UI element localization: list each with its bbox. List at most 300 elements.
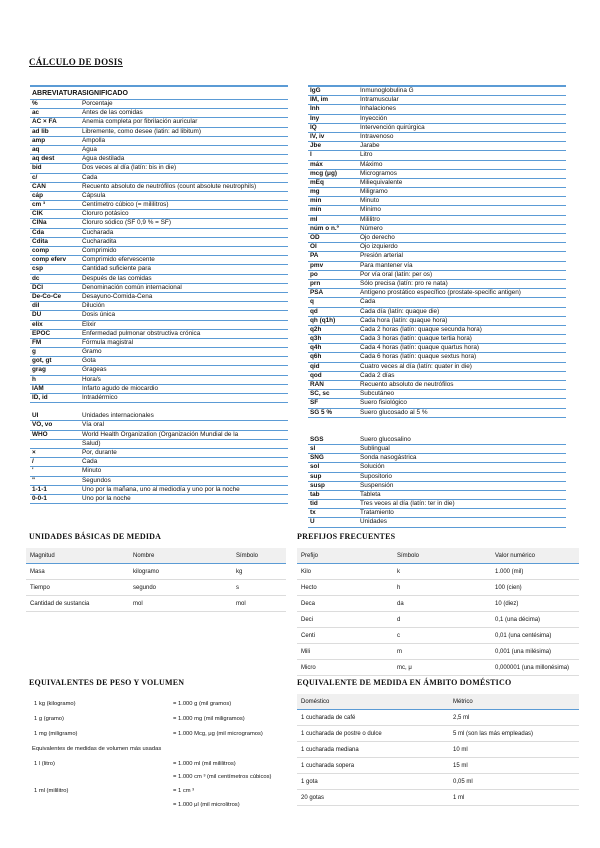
abbreviation-meaning: Gramo — [82, 348, 102, 356]
abbreviation-row — [30, 321, 288, 330]
abbreviation-row — [30, 412, 288, 421]
abbreviation-code: mín — [310, 206, 322, 214]
abbreviation-row — [308, 115, 566, 124]
units-row-cell: Tiempo — [26, 580, 129, 596]
abbreviation-meaning: Supositorio — [360, 472, 392, 480]
abbreviation-meaning: Gota — [82, 357, 96, 365]
abbreviation-code: sup — [310, 472, 322, 480]
abbreviation-row — [308, 234, 566, 243]
abbreviation-row — [30, 210, 288, 219]
abbreviation-meaning: Cada 2 horas (latín: quaque secunda hora) — [360, 325, 482, 333]
abbreviation-meaning: Intradérmico — [82, 394, 118, 401]
domestic-row — [297, 726, 579, 742]
prefix-row-cell: c — [393, 628, 491, 644]
abbreviation-code: / — [32, 458, 34, 466]
abbreviation-code: q4h — [310, 344, 322, 352]
abbreviation-row — [30, 100, 288, 109]
abbreviation-meaning: Cada — [82, 173, 98, 181]
abbreviation-row — [30, 339, 288, 348]
abbreviation-meaning: Comprimido — [82, 247, 117, 254]
abbreviation-meaning: Recuento absoluto de neutrófilos — [360, 381, 454, 388]
units-header-row — [26, 548, 286, 564]
units-header-symbol: Símbolo — [232, 548, 286, 564]
abbreviation-meaning: Litro — [360, 151, 373, 159]
domestic-row-cell: 0,05 ml — [449, 774, 579, 790]
abbreviation-code: mg — [310, 188, 320, 196]
domestic-row-cell: 1 gota — [297, 774, 449, 790]
abbreviation-code: dc — [32, 274, 40, 282]
prefix-row-cell: 0,01 (una centésima) — [491, 628, 579, 644]
abbreviation-code — [308, 427, 360, 436]
abbreviations-table-right — [308, 85, 566, 528]
abbreviation-meaning: Suero glucosado al 5 % — [360, 408, 428, 416]
abbreviation-code: RAN — [310, 381, 324, 388]
abbreviation-code: cáp — [32, 191, 44, 199]
abbreviation-code: bid — [32, 164, 42, 172]
abbreviation-meaning: Número — [360, 224, 383, 232]
abbreviation-meaning: Intravenoso — [360, 132, 394, 140]
abbreviation-row — [308, 252, 566, 261]
abbreviation-row — [30, 265, 288, 274]
domestic-row-cell: 1 ml — [449, 790, 579, 806]
abbreviation-row — [30, 137, 288, 146]
abbreviation-meaning: Intervención quirúrgica — [360, 123, 425, 131]
abbreviation-meaning: Cada hora (latín: quaque hora) — [360, 316, 448, 324]
abbreviation-row — [308, 243, 566, 252]
prefixes-table — [297, 548, 579, 676]
prefix-row-cell: d — [393, 612, 491, 628]
abbreviation-code: dil — [32, 302, 40, 310]
abbreviation-row — [30, 293, 288, 302]
prefixes-header-symbol: Símbolo — [393, 548, 491, 564]
abbreviation-code: csp — [32, 265, 44, 273]
abbreviation-meaning: Cada 2 días — [360, 371, 395, 379]
abbreviation-meaning: Sólo precisa (latín: pro re nata) — [360, 279, 448, 287]
units-row — [26, 580, 286, 596]
abbreviation-row — [30, 109, 288, 118]
abbreviation-code: IQ — [310, 123, 317, 131]
domestic-row — [297, 774, 579, 790]
abbreviation-code: Cdita — [32, 237, 48, 245]
abbreviation-meaning: Inyección — [360, 114, 387, 122]
units-row-cell: s — [232, 580, 286, 596]
abbreviation-code: got, gt — [32, 357, 52, 365]
abbreviation-meaning: Cucharadita — [82, 237, 117, 245]
abbreviation-code: OI — [310, 243, 317, 251]
abbreviation-code: SF — [310, 399, 319, 407]
abbreviation-code: CAN — [32, 182, 46, 190]
abbreviation-meaning: Dilución — [82, 302, 105, 310]
abbreviation-meaning: Agua destilada — [82, 155, 125, 163]
abbreviation-code: SNG — [310, 454, 324, 462]
abbreviation-meaning: Cada día (latín: quaque die) — [360, 307, 440, 315]
abbreviation-row — [30, 477, 288, 486]
domestic-header-row — [297, 694, 579, 710]
abbreviation-row — [308, 418, 566, 427]
abbreviation-code: pmv — [310, 261, 324, 269]
abbreviation-row — [30, 192, 288, 201]
units-row — [26, 564, 286, 580]
header-abbreviation: ABREVIATURA — [32, 89, 83, 97]
units-header-name: Nombre — [129, 548, 232, 564]
abbreviation-code: q3h — [310, 335, 322, 343]
domestic-row-cell: 1 cucharada de postre o dulce — [297, 726, 449, 742]
abbreviation-row — [308, 225, 566, 234]
abbreviation-row — [30, 449, 288, 458]
prefix-row-cell: Centi — [297, 628, 393, 644]
abbreviation-row — [308, 509, 566, 518]
prefixes-header-value: Valor numérico — [491, 548, 579, 564]
abbreviation-meaning — [360, 427, 566, 436]
abbreviation-row — [30, 421, 288, 430]
abbreviation-meaning: Solución — [360, 463, 385, 471]
abbreviation-code: máx — [310, 160, 323, 168]
abbreviation-code: DCI — [32, 283, 44, 291]
abbreviation-meaning: Mínimo — [360, 206, 381, 214]
abbreviation-row — [308, 445, 566, 454]
abbreviation-meaning: Minuto — [82, 467, 102, 475]
abbreviation-row — [30, 385, 288, 394]
abbreviation-code: AC × FA — [32, 118, 57, 126]
prefix-row-cell: Deci — [297, 612, 393, 628]
abbreviation-meaning: Suspensión — [360, 481, 394, 489]
equivalent-label: 1 ml (mililitro) — [34, 788, 69, 794]
abbreviation-code: sl — [310, 444, 316, 452]
abbreviation-row — [30, 275, 288, 284]
abbreviation-meaning: Hora/s — [82, 375, 101, 383]
abbreviation-meaning: Microgramos — [360, 169, 397, 177]
abbreviation-meaning: Ojo derecho — [360, 234, 395, 241]
abbreviation-code: tab — [310, 490, 320, 498]
units-row-cell: segundo — [129, 580, 232, 596]
abbreviation-meaning: Antes de las comidas — [82, 109, 143, 117]
abbreviation-code: comp eferv — [32, 256, 67, 264]
equivalent-value: = 1.000 ml (mil mililitros) — [173, 761, 236, 767]
equivalent-value: = 1.000 Mcg, μg (mil microgramos) — [173, 731, 263, 737]
abbreviation-row — [30, 366, 288, 375]
abbreviation-row — [30, 440, 288, 449]
prefix-row — [297, 564, 579, 580]
abbreviation-code: po — [310, 270, 318, 278]
abbreviation-code: c/ — [32, 173, 38, 181]
abbreviation-meaning: Salud) — [82, 439, 101, 447]
prefix-row-cell: 0,000001 (una millonésima) — [491, 660, 579, 676]
abbreviation-code: aq — [32, 145, 40, 153]
prefixes-header-row — [297, 548, 579, 564]
abbreviation-meaning: Sublingual — [360, 444, 390, 452]
abbreviation-meaning: Centímetro cúbico (= mililitros) — [82, 201, 169, 209]
equivalent-label: 1 kg (kilogramo) — [34, 701, 76, 707]
units-row-cell: Masa — [26, 564, 129, 580]
abbreviation-meaning: Ojo izquierdo — [360, 243, 398, 251]
abbreviation-meaning: Tres veces al día (latín: ter in die) — [360, 500, 455, 508]
abbreviation-row — [308, 335, 566, 344]
abbreviation-code: comp — [32, 247, 50, 254]
abbreviation-row — [308, 133, 566, 142]
abbreviation-meaning: Presión arterial — [360, 252, 403, 260]
abbreviation-code: tid — [310, 500, 318, 508]
abbreviations-header — [30, 87, 288, 100]
abbreviation-meaning: Por, durante — [82, 448, 117, 456]
abbreviation-meaning: Vía oral — [82, 421, 105, 429]
page-title: CÁLCULO DE DOSIS — [29, 57, 123, 67]
prefix-row — [297, 580, 579, 596]
abbreviation-row — [30, 467, 288, 476]
abbreviation-code: DU — [32, 311, 42, 319]
abbreviation-code: mcg (μg) — [310, 169, 337, 177]
abbreviation-row — [308, 289, 566, 298]
abbreviation-row — [308, 271, 566, 280]
prefix-row — [297, 596, 579, 612]
units-table — [26, 548, 286, 612]
abbreviation-code: Iny — [310, 114, 320, 122]
abbreviation-code: qh (q1h) — [310, 316, 336, 324]
abbreviation-code: elix — [32, 320, 43, 328]
abbreviation-row — [308, 363, 566, 372]
abbreviation-row — [308, 454, 566, 463]
abbreviation-row — [308, 427, 566, 436]
abbreviation-meaning: Sonda nasogástrica — [360, 454, 417, 462]
abbreviation-meaning: Fórmula magistral — [82, 338, 134, 346]
abbreviation-row — [308, 482, 566, 491]
abbreviation-code: OD — [310, 234, 320, 241]
prefix-row-cell: 100 (cien) — [491, 580, 579, 596]
abbreviation-row — [308, 87, 566, 96]
abbreviation-code: Jbe — [310, 142, 322, 150]
abbreviation-meaning: Unidades internacionales — [82, 412, 154, 420]
abbreviation-code: FM — [32, 338, 42, 346]
abbreviation-code: PA — [310, 252, 319, 260]
domestic-row — [297, 758, 579, 774]
prefix-row-cell: m — [393, 644, 491, 660]
abbreviation-row — [30, 348, 288, 357]
units-row-cell: kg — [232, 564, 286, 580]
abbreviation-code: % — [32, 100, 38, 107]
abbreviation-row — [308, 96, 566, 105]
abbreviation-row — [308, 436, 566, 445]
abbreviation-row — [308, 372, 566, 381]
abbreviation-code: ac — [32, 109, 40, 117]
abbreviation-meaning: Ampolla — [82, 136, 106, 144]
domestic-row — [297, 710, 579, 726]
abbreviation-meaning: Para mantener vía — [360, 261, 413, 269]
prefix-row-cell: 0,001 (una milésima) — [491, 644, 579, 660]
abbreviation-row — [308, 463, 566, 472]
domestic-row-cell: 5 ml (son las más empleadas) — [449, 726, 579, 742]
abbreviation-meaning: Unidades — [360, 518, 388, 526]
abbreviation-code: De-Co-Ce — [32, 292, 62, 300]
abbreviation-row — [30, 247, 288, 256]
equivalent-value: = 1 cm ³ — [173, 788, 195, 794]
abbreviation-row — [308, 161, 566, 170]
abbreviation-row — [30, 458, 288, 467]
abbreviation-row — [308, 105, 566, 114]
abbreviation-code: g — [32, 348, 36, 356]
abbreviation-meaning: Cada 6 horas (latín: quaque sextus hora) — [360, 353, 477, 361]
abbreviation-code: IM, im — [310, 96, 329, 104]
equivalent-label: Equivalentes de medidas de volumen más usadas — [32, 746, 162, 752]
abbreviation-meaning: Cuatro veces al día (latín: quater in die) — [360, 362, 472, 370]
abbreviation-row — [30, 376, 288, 385]
abbreviation-code: qid — [310, 362, 320, 370]
abbreviation-meaning: Miligramo — [360, 188, 388, 196]
domestic-title: EQUIVALENTE DE MEDIDA EN ÁMBITO DOMÉSTICO — [297, 678, 512, 687]
abbreviation-meaning: Cantidad suficiente para — [82, 265, 151, 273]
abbreviation-code: ClNa — [32, 219, 47, 227]
abbreviation-meaning: Cloruro sódico (SF 0,9 % = SF) — [82, 219, 171, 227]
abbreviation-code: U — [310, 518, 315, 526]
abbreviation-meaning: Cápsula — [82, 191, 106, 199]
abbreviation-meaning: Cada 4 horas (latín: quaque quartus hora) — [360, 344, 480, 352]
abbreviation-row — [308, 473, 566, 482]
prefix-row-cell: k — [393, 564, 491, 580]
abbreviation-row — [308, 142, 566, 151]
equivalent-label: 1 mg (miligramo) — [34, 731, 78, 737]
equivalent-label: 1 l (litro) — [34, 761, 55, 767]
prefixes-header-prefix: Prefijo — [297, 548, 393, 564]
abbreviation-meaning: Cada — [82, 458, 98, 466]
abbreviation-row — [30, 486, 288, 495]
abbreviation-meaning: Recuento absoluto de neutrófilos (count absolute neutrophils) — [82, 182, 257, 190]
abbreviation-row — [308, 308, 566, 317]
abbreviation-meaning: Minuto — [360, 197, 380, 205]
abbreviation-meaning: Intramuscular — [360, 96, 399, 104]
abbreviation-meaning: Tableta — [360, 490, 381, 498]
abbreviation-code: l — [310, 151, 312, 159]
abbreviation-row — [30, 302, 288, 311]
domestic-row-cell: 15 ml — [449, 758, 579, 774]
abbreviation-meaning: Grageas — [82, 366, 107, 374]
abbreviation-meaning: Enfermedad pulmonar obstructiva crónica — [82, 329, 201, 337]
abbreviation-code: × — [32, 448, 36, 456]
abbreviation-meaning: Dos veces al día (latín: bis in die) — [82, 164, 177, 172]
units-title: UNIDADES BÁSICAS DE MEDIDA — [29, 532, 162, 541]
domestic-row — [297, 790, 579, 806]
abbreviation-row — [308, 491, 566, 500]
abbreviation-code: prn — [310, 279, 321, 287]
header-meaning: SIGNIFICADO — [82, 89, 128, 97]
abbreviations-table-left — [30, 85, 288, 504]
abbreviation-row — [30, 403, 288, 412]
abbreviation-meaning — [360, 418, 566, 427]
abbreviation-code: min — [310, 197, 322, 205]
abbreviation-meaning: Por vía oral (latín: per os) — [360, 270, 433, 278]
abbreviation-meaning: Máximo — [360, 160, 383, 168]
prefix-row-cell: Kilo — [297, 564, 393, 580]
prefix-row-cell: 1.000 (mil) — [491, 564, 579, 580]
abbreviation-meaning: Inmunoglobulina G — [360, 87, 414, 94]
abbreviation-row — [308, 409, 566, 418]
abbreviation-meaning: Mililitro — [360, 215, 380, 223]
abbreviation-meaning: Uno por la noche — [82, 494, 131, 502]
units-row-cell: mol — [129, 596, 232, 612]
abbreviation-meaning: Cloruro potásico — [82, 210, 129, 218]
abbreviation-code — [30, 403, 82, 412]
abbreviation-code: Inh — [310, 105, 320, 113]
abbreviation-code: sol — [310, 463, 320, 471]
abbreviation-code: aq dest — [32, 155, 55, 163]
abbreviation-code: EPOC — [32, 329, 51, 337]
abbreviation-meaning: Suero fisiológico — [360, 399, 407, 407]
abbreviation-meaning: Cada — [360, 298, 376, 306]
units-row — [26, 596, 286, 612]
abbreviation-meaning: Agua — [82, 145, 97, 153]
abbreviation-meaning — [82, 403, 288, 412]
abbreviation-row — [308, 381, 566, 390]
abbreviation-meaning: Elixir — [82, 320, 96, 328]
abbreviation-code: cm ³ — [32, 201, 46, 209]
abbreviation-meaning: Tratamiento — [360, 509, 394, 517]
abbreviation-code: ' — [32, 467, 34, 475]
prefix-row-cell: mc, μ — [393, 660, 491, 676]
prefix-row-cell: Deca — [297, 596, 393, 612]
abbreviation-code — [308, 418, 360, 427]
abbreviation-meaning: Segundos — [82, 476, 111, 484]
prefix-row — [297, 612, 579, 628]
abbreviation-code: q — [310, 298, 314, 306]
abbreviation-row — [30, 174, 288, 183]
abbreviation-code: amp — [32, 136, 46, 144]
abbreviation-meaning: Antígeno prostático específico (prostate-specific antigen) — [360, 289, 521, 297]
abbreviation-meaning: Jarabe — [360, 142, 380, 150]
abbreviation-code: núm o n.º — [310, 224, 339, 232]
abbreviation-meaning: Anemia completa por fibrilación auricular — [82, 118, 198, 126]
domestic-row-cell: 1 cucharada de café — [297, 710, 449, 726]
abbreviation-row — [308, 500, 566, 509]
domestic-table — [297, 694, 579, 806]
equivalents-title: EQUIVALENTES DE PESO Y VOLUMEN — [29, 678, 185, 687]
abbreviation-code: 1-1-1 — [32, 485, 47, 493]
units-row-cell: mol — [232, 596, 286, 612]
prefix-row — [297, 628, 579, 644]
abbreviation-row — [30, 431, 288, 440]
abbreviation-row — [308, 399, 566, 408]
abbreviation-row — [308, 179, 566, 188]
abbreviation-row — [308, 188, 566, 197]
abbreviation-row — [30, 238, 288, 247]
abbreviation-code: " — [32, 476, 36, 484]
domestic-header-metric: Métrico — [449, 694, 579, 710]
abbreviation-row — [30, 495, 288, 504]
prefix-row-cell: 10 (diez) — [491, 596, 579, 612]
abbreviation-row — [30, 164, 288, 173]
abbreviation-code: VO, vo — [32, 421, 53, 429]
abbreviation-row — [308, 206, 566, 215]
abbreviation-row — [308, 390, 566, 399]
equivalent-value: = 1.000 cm ³ (mil centímetros cúbicos) — [173, 774, 272, 780]
abbreviation-row — [308, 124, 566, 133]
equivalent-value: = 1.000 g (mil gramos) — [173, 701, 232, 707]
abbreviation-row — [308, 317, 566, 326]
abbreviation-code: IgG — [310, 87, 321, 94]
abbreviation-row — [30, 284, 288, 293]
prefix-row-cell: da — [393, 596, 491, 612]
abbreviation-code: SC, sc — [310, 390, 330, 398]
abbreviation-code: IV, iv — [310, 132, 325, 140]
abbreviation-code: ClK — [32, 210, 44, 218]
domestic-row-cell: 10 ml — [449, 742, 579, 758]
abbreviation-code: IAM — [32, 384, 44, 392]
abbreviation-meaning: Inhalaciones — [360, 105, 396, 113]
abbreviation-code: SG 5 % — [310, 408, 333, 416]
abbreviation-row — [308, 298, 566, 307]
abbreviation-code: ID, id — [32, 394, 48, 401]
abbreviation-code: h — [32, 375, 36, 383]
abbreviation-meaning: Libremente, como desee (latin: ad libitum) — [82, 127, 201, 135]
prefix-row-cell: Micro — [297, 660, 393, 676]
domestic-row-cell: 1 cucharada mediana — [297, 742, 449, 758]
abbreviation-meaning: Infarto agudo de miocardio — [82, 384, 159, 392]
